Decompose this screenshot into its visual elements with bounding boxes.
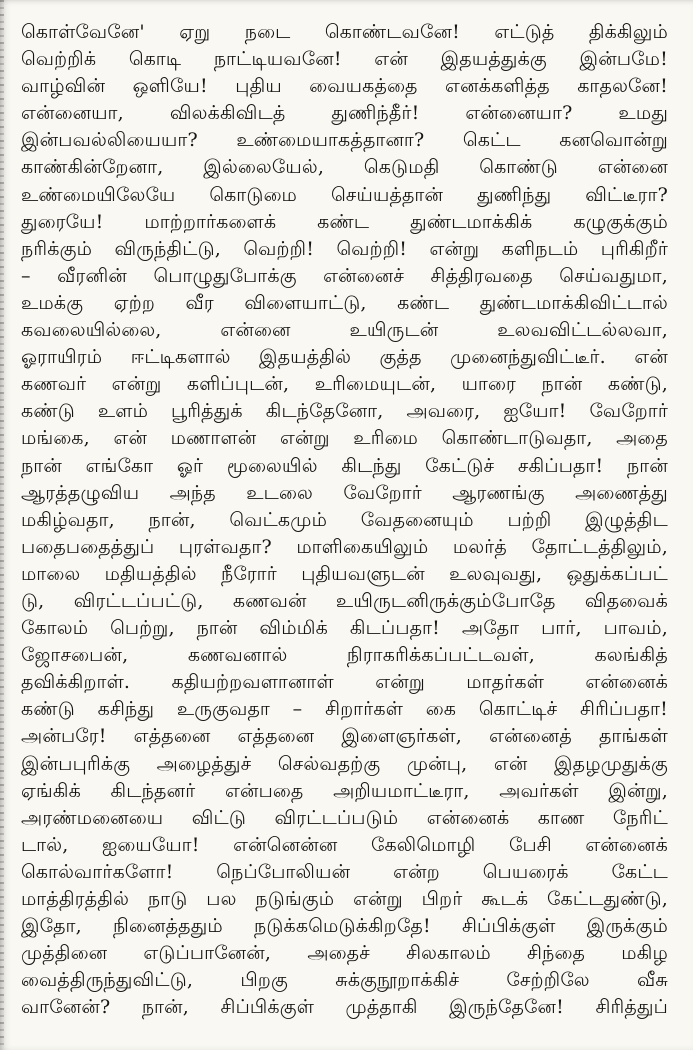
text-line: கொல்வார்களோ! நெப்போலியன் என்ற பெயரைக் கேட்ட (21, 860, 668, 883)
text-line: காண்கின்றேனா, இல்லையேல், கெடுமதி கொண்டு என்னை (21, 156, 668, 179)
text-line: மாத்திரத்தில் நாடு பல நடுங்கும் என்று பிறர் கூடக் கேட்டதுண்டு, (21, 888, 668, 910)
text-line: டால், ஐயையோ! என்னென்ன கேலிமொழி பேசி என்னைக் (21, 833, 668, 856)
text-line: கண்டு உளம் பூரித்துக் கிடந்தேனோ, அவரை, ஐயோ! வேறோர் (21, 400, 668, 423)
text-line: டு, விரட்டப்பட்டு, கணவன் உயிருடனிருக்கும்போதே விதவைக் (21, 589, 668, 612)
text-line: என்னையா, விலக்கிவிடத் துணிந்தீர்! என்னையா? உமது (21, 102, 668, 125)
text-line: மாலை மதியத்தில் நீரோர் புதியவளுடன் உலவுவது, ஒதுக்கப்பட் (21, 562, 668, 585)
text-line: உண்மையிலேயே கொடுமை செய்யத்தான் துணிந்து விட்டீரா? (21, 183, 668, 206)
text-line: கொள்வேனே' ஏறு நடை கொண்டவனே! எட்டுத் திக்கிலும் (21, 21, 668, 43)
text-line: இன்பவல்லியையா? உண்மையாகத்தானா? கெட்ட கனவொன்று (21, 129, 668, 152)
text-line: ஆரத்தழுவிய அந்த உடலை வேறோர் ஆரணங்கு அணைத்து (21, 481, 668, 504)
text-line: – வீரனின் பொழுதுபோக்கு என்னைச் சித்திரவதை செய்வதுமா, (21, 264, 668, 287)
text-line: ஓராயிரம் ஈட்டிகளால் இதயத்தில் குத்த முனைந்துவிட்டீர். என் (21, 346, 668, 369)
text-body (21, 19, 668, 1021)
text-line: நரிக்கும் விருந்திட்டு, வெற்றி! வெற்றி! என்று களிநடம் புரிகிறீர் (21, 237, 668, 260)
text-line: நான் எங்கோ ஓர் மூலையில் கிடந்து கேட்டுச் சகிப்பதா! நான் (21, 454, 668, 477)
text-line: தவிக்கிறாள். கதியற்றவளானாள் என்று மாதர்கள் என்னைக் (21, 671, 668, 694)
text-line: கோலம் பெற்று, நான் விம்மிக் கிடப்பதா! அதோ பார், பாவம், (21, 617, 668, 640)
text-line: வெற்றிக் கொடி நாட்டியவனே! என் இதயத்துக்கு இன்பமே! (21, 48, 668, 71)
text-line: முத்தினை எடுப்பானேன், அதைச் சிலகாலம் சிந்தை மகிழ (21, 942, 668, 965)
text-line: கண்டு கசிந்து உருகுவதா – சிறார்கள் கை கொட்டிச் சிரிப்பதா! (21, 698, 668, 721)
text-line: ஏங்கிக் கிடந்தனர் என்பதை அறியமாட்டீரா, அவர்கள் இன்று, (21, 779, 668, 802)
text-line: வைத்திருந்துவிட்டு, பிறகு சுக்குநூறாக்கிச் சேற்றிலே வீசு (21, 969, 668, 992)
text-line: மகிழ்வதா, நான், வெட்கமும் வேதனையும் பற்றி இழுத்திட (21, 508, 668, 531)
text-line: ஜோசபைன், கணவனால் நிராகரிக்கப்பட்டவள், கலங்கித் (21, 644, 668, 667)
text-line: மங்கை, என் மணாளன் என்று உரிமை கொண்டாடுவதா, அதை (21, 427, 668, 450)
text-line: கணவர் என்று களிப்புடன், உரிமையுடன், யாரை நான் கண்டு, (21, 373, 668, 396)
text-line: உமக்கு ஏற்ற வீர விளையாட்டு, கண்ட துண்டமாக்கிவிட்டால் (21, 291, 668, 314)
text-line: அரண்மனையை விட்டு விரட்டப்படும் என்னைக் காண நேரிட் (21, 806, 668, 829)
text-line: வானேன்? நான், சிப்பிக்குள் முத்தாகி இருந்தேனே! சிரித்துப் (21, 996, 668, 1019)
text-line: துரையே! மாற்றார்களைக் கண்ட துண்டமாக்கிக் கழுகுக்கும் (21, 210, 668, 233)
text-line: பதைபதைத்துப் புரள்வதா? மாளிகையிலும் மலர்த் தோட்டத்திலும், (21, 535, 668, 558)
text-line: அன்பரே! எத்தனை எத்தனை இளைஞர்கள், என்னைத் தாங்கள் (21, 725, 668, 748)
text-line: கவலையில்லை, என்னை உயிருடன் உலவவிட்டல்லவா, (21, 319, 668, 342)
text-line: இன்பபுரிக்கு அழைத்துச் செல்வதற்கு முன்பு, என் இதழமுதுக்கு (21, 752, 668, 775)
text-line: வாழ்வின் ஒளியே! புதிய வையகத்தை எனக்களித்த காதலனே! (21, 75, 668, 98)
text-line: இதோ, நினைத்ததும் நடுக்கமெடுக்கிறதே! சிப்பிக்குள் இருக்கும் (21, 915, 668, 938)
